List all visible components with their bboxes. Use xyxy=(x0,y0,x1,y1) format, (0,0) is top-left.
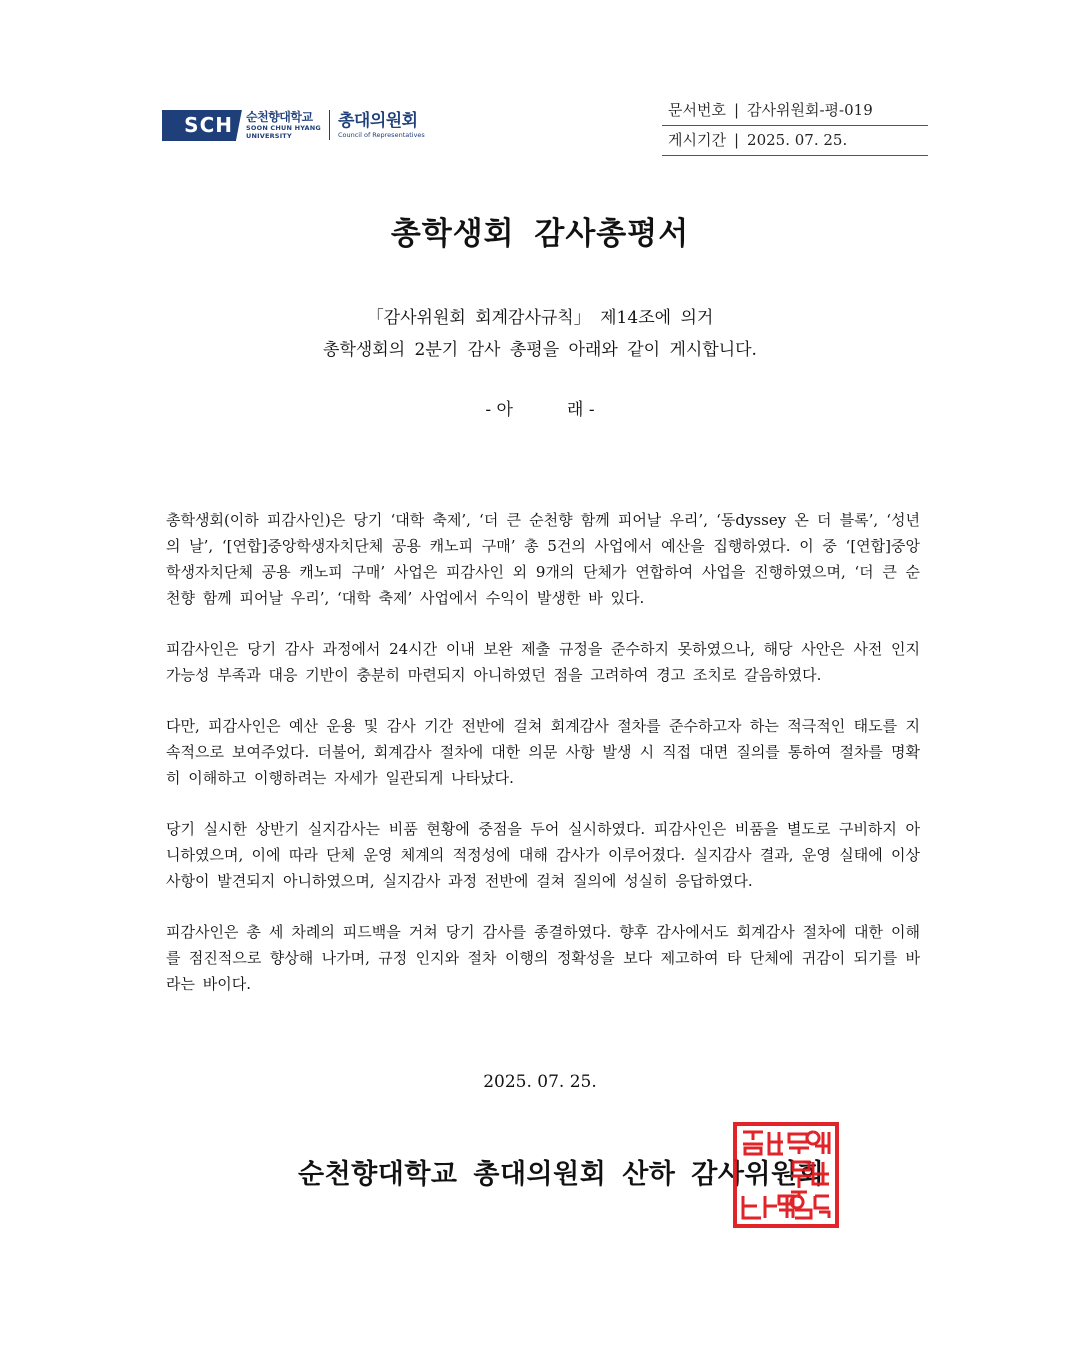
posting-period-separator: | xyxy=(733,131,740,149)
posting-period-row xyxy=(662,126,928,156)
body-paragraph-3: 다만, 피감사인은 예산 운용 및 감사 기간 전반에 걸쳐 회계감사 절차를 준수하고자 하는 적극적인 태도를 지속적으로 보여주었다. 더불어, 회계감사 절차에 대한 의문 사항 발생 시 직접 대면 질의를 통하여 절차를 명확히 이해하고 이행하려는 자세가 일관되게 나타났다. xyxy=(166,717,920,787)
document-number-separator: | xyxy=(733,101,740,119)
below-marker: - 아 래 - xyxy=(485,400,595,420)
issue-date: 2025. 07. 25. xyxy=(483,1072,597,1092)
document-title: 총학생회 감사총평서 xyxy=(390,216,690,252)
posting-period-label: 게시기간 xyxy=(668,131,726,149)
intro-text xyxy=(0,302,1080,366)
university-name-en-1: SOON CHUN HYANG xyxy=(246,124,321,132)
document-number-label: 문서번호 xyxy=(668,101,726,119)
university-name xyxy=(246,110,321,140)
university-name-ko: 순천향대학교 xyxy=(246,110,313,124)
sch-logo-mark: SCH xyxy=(162,110,236,141)
intro-line-1: 「감사위원회 회계감사규칙」 제14조에 의거 xyxy=(366,308,714,328)
posting-period-value: 2025. 07. 25. xyxy=(747,131,848,149)
document-number-row xyxy=(662,96,928,126)
council-name xyxy=(338,111,425,140)
council-name-en: Council of Representatives xyxy=(337,130,425,139)
council-name-ko: 총대의원회 xyxy=(337,110,418,131)
official-seal-stamp xyxy=(733,1122,839,1228)
document-number-value: 감사위원회-평-019 xyxy=(747,101,873,119)
seal-characters xyxy=(743,1132,829,1218)
intro-line-2: 총학생회의 2분기 감사 총평을 아래와 같이 게시합니다. xyxy=(323,340,757,360)
document-info xyxy=(662,96,928,156)
issuer-signature: 순천향대학교 총대의원회 산하 감사위원회 xyxy=(298,1159,825,1190)
council-logo xyxy=(162,108,425,142)
review-body xyxy=(166,507,920,1022)
logo-divider xyxy=(329,110,330,140)
body-paragraph-1: 총학생회(이하 피감사인)은 당기 ‘대학 축제’, ‘더 큰 순천향 함께 피어날 우리’, ‘동dyssey 온 더 블록’, ‘성년의 날’, ‘[연합]중앙학생자치단체 공용 캐노피 구매’ 총 5건의 사업에서 예산을 집행하였다. 이 중 ‘[연합]중앙학생자치단체 공용 캐노피 구매’ 사업은 피감사인 외 9개의 단체가 연합하여 사업을 진행하였으며, ‘더 큰 순천향 함께 피어날 우리’, ‘대학 축제’ 사업에서 수익이 발생한 바 있다. xyxy=(166,511,920,607)
body-paragraph-5: 피감사인은 총 세 차례의 피드백을 거쳐 당기 감사를 종결하였다. 향후 감사에서도 회계감사 절차에 대한 이해를 점진적으로 향상해 나가며, 규정 인지와 절차 이행의 정확성을 보다 제고하여 타 단체에 귀감이 되기를 바라는 바이다. xyxy=(166,923,920,993)
body-paragraph-2: 피감사인은 당기 감사 과정에서 24시간 이내 보완 제출 규정을 준수하지 못하였으나, 해당 사안은 사전 인지 가능성 부족과 대응 기반이 충분히 마련되지 아니하였던 점을 고려하여 경고 조치로 갈음하였다. xyxy=(166,640,920,684)
university-name-en-2: UNIVERSITY xyxy=(246,132,292,140)
body-paragraph-4: 당기 실시한 상반기 실지감사는 비품 현황에 중점을 두어 실시하였다. 피감사인은 비품을 별도로 구비하지 아니하였으며, 이에 따라 단체 운영 체계의 적정성에 대해 감사가 이루어졌다. 실지감사 결과, 운영 실태에 이상 사항이 발견되지 아니하였으며, 실지감사 과정 전반에 걸쳐 질의에 성실히 응답하였다. xyxy=(166,820,920,890)
